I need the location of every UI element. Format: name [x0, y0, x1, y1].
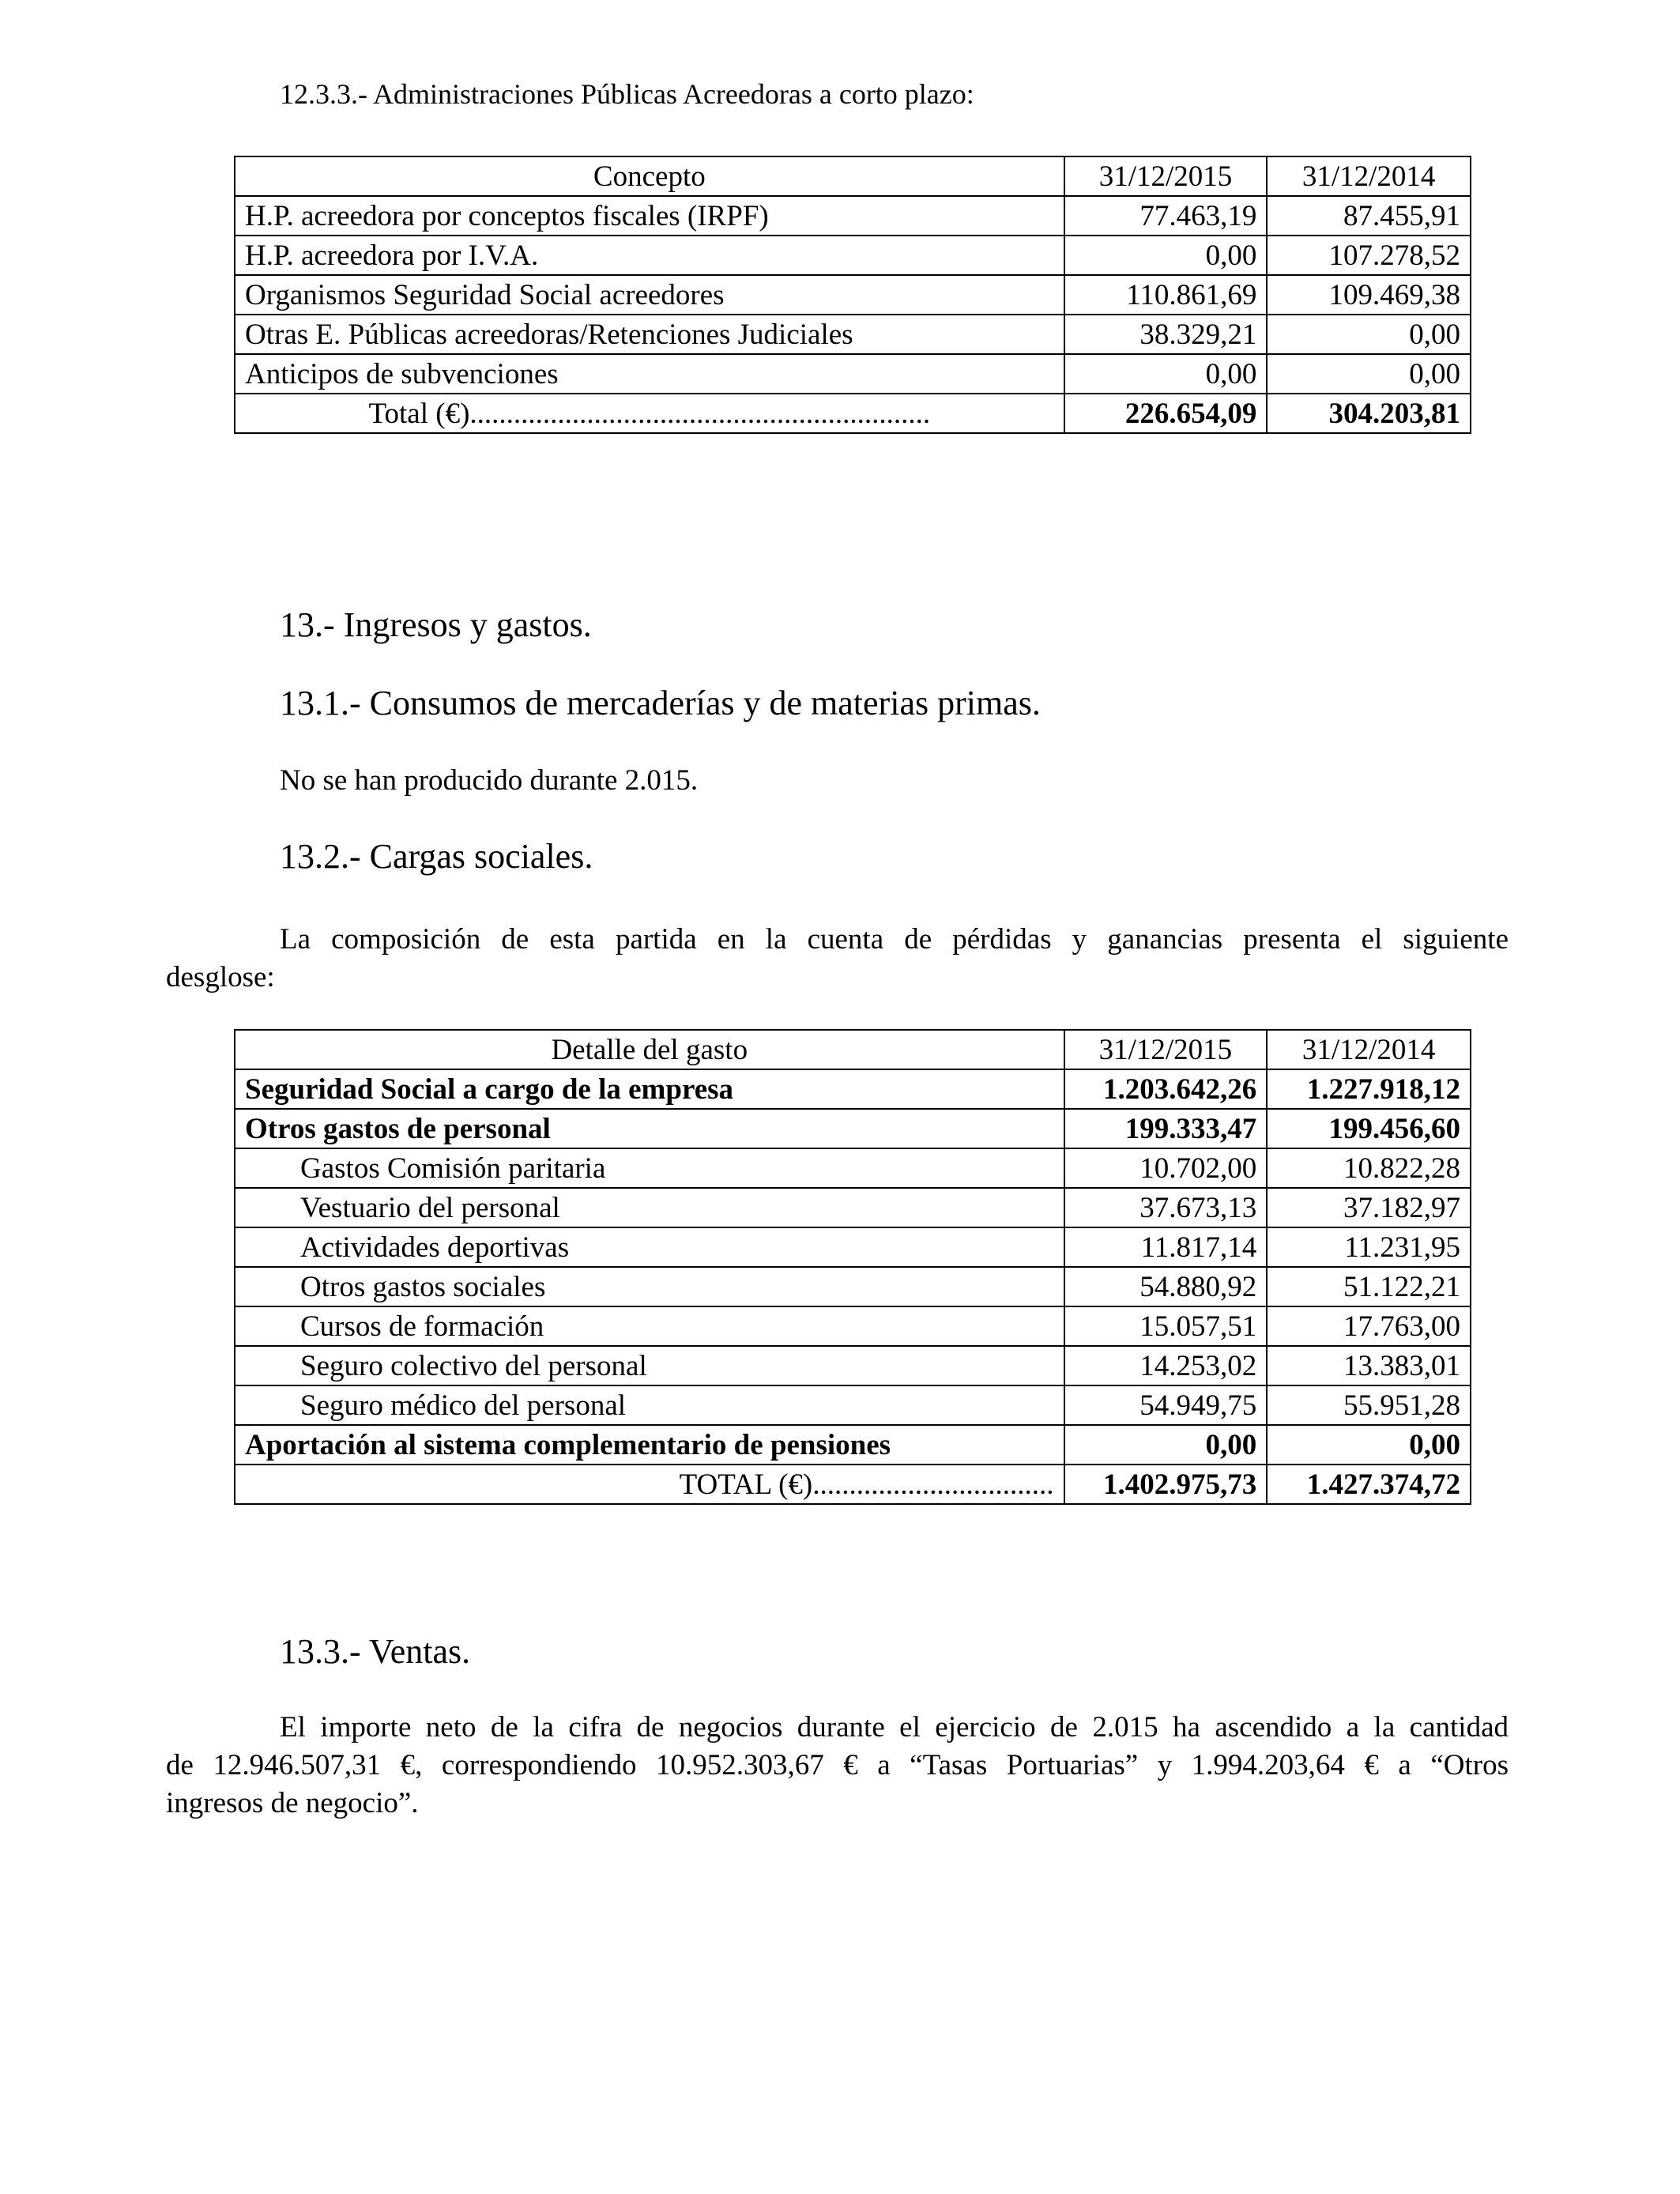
- value-2014: 13.383,01: [1267, 1346, 1471, 1385]
- column-header: Concepto: [235, 156, 1064, 196]
- column-header: 31/12/2014: [1267, 156, 1471, 196]
- value-2014: 1.227.918,12: [1267, 1069, 1471, 1109]
- section-13-3-line3: ingresos de negocio”.: [166, 1787, 419, 1819]
- table-row: [235, 236, 1471, 275]
- row-label: Otros gastos de personal: [235, 1109, 1064, 1148]
- total-2014: 304.203,81: [1267, 394, 1471, 433]
- table-row: [235, 1425, 1471, 1465]
- social-charges-table: [234, 1029, 1471, 1505]
- table-header-row: [235, 156, 1471, 196]
- row-label: Vestuario del personal: [235, 1188, 1064, 1227]
- section-13-heading: 13.- Ingresos y gastos.: [280, 605, 592, 644]
- value-2014: 55.951,28: [1267, 1385, 1471, 1425]
- value-2014: 87.455,91: [1267, 196, 1471, 236]
- table-row: [235, 1385, 1471, 1425]
- value-2014: 10.822,28: [1267, 1148, 1471, 1188]
- total-2014: 1.427.374,72: [1267, 1465, 1471, 1504]
- value-2015: 54.949,75: [1064, 1385, 1268, 1425]
- value-2014: 0,00: [1267, 354, 1471, 394]
- table-row: [235, 1109, 1471, 1148]
- table-row: [235, 1346, 1471, 1385]
- section-13-3-line2: de 12.946.507,31 €, correspondiendo 10.952.303,67 € a “Tasas Portuarias” y 1.994.203,64 € a “Otros: [166, 1749, 1509, 1781]
- value-2015: 0,00: [1064, 236, 1268, 275]
- creditors-table: [234, 156, 1471, 434]
- table-row: [235, 275, 1471, 315]
- row-label: Aportación al sistema complementario de pensiones: [235, 1425, 1064, 1465]
- row-label: Seguridad Social a cargo de la empresa: [235, 1069, 1064, 1109]
- section-13-2-intro-line1: La composición de esta partida en la cuenta de pérdidas y ganancias presenta el siguiente: [280, 923, 1509, 956]
- value-2015: 110.861,69: [1064, 275, 1268, 315]
- value-2015: 14.253,02: [1064, 1346, 1268, 1385]
- table-row: [235, 196, 1471, 236]
- value-2015: 54.880,92: [1064, 1267, 1268, 1306]
- value-2015: 15.057,51: [1064, 1306, 1268, 1346]
- row-label: Gastos Comisión paritaria: [235, 1148, 1064, 1188]
- table-row: [235, 1148, 1471, 1188]
- row-label: H.P. acreedora por conceptos fiscales (IRPF): [235, 196, 1064, 236]
- table-row: [235, 1267, 1471, 1306]
- value-2014: 51.122,21: [1267, 1267, 1471, 1306]
- table-header-row: [235, 1030, 1471, 1069]
- column-header: Detalle del gasto: [235, 1030, 1064, 1069]
- row-label: Otros gastos sociales: [235, 1267, 1064, 1306]
- value-2015: 38.329,21: [1064, 315, 1268, 354]
- value-2015: 10.702,00: [1064, 1148, 1268, 1188]
- total-label: Total (€)...............................................................: [235, 394, 1064, 433]
- column-header: 31/12/2015: [1064, 156, 1268, 196]
- total-2015: 1.402.975,73: [1064, 1465, 1268, 1504]
- value-2015: 0,00: [1064, 354, 1268, 394]
- value-2014: 109.469,38: [1267, 275, 1471, 315]
- section-13-1-text: No se han producido durante 2.015.: [280, 764, 699, 797]
- table-row: [235, 354, 1471, 394]
- section-13-3-line1: El importe neto de la cifra de negocios durante el ejercicio de 2.015 ha ascendido a la cantidad: [280, 1711, 1509, 1744]
- value-2014: 199.456,60: [1267, 1109, 1471, 1148]
- row-label: Cursos de formación: [235, 1306, 1064, 1346]
- section-13-2-intro-line2: desglose:: [166, 961, 275, 993]
- total-row: [235, 394, 1471, 433]
- value-2015: 1.203.642,26: [1064, 1069, 1268, 1109]
- value-2015: 37.673,13: [1064, 1188, 1268, 1227]
- value-2015: 0,00: [1064, 1425, 1268, 1465]
- section-13-1-heading: 13.1.- Consumos de mercaderías y de materias primas.: [280, 684, 1041, 722]
- table-row: [235, 1306, 1471, 1346]
- value-2015: 11.817,14: [1064, 1227, 1268, 1267]
- value-2014: 0,00: [1267, 1425, 1471, 1465]
- section-13-2-heading: 13.2.- Cargas sociales.: [280, 837, 593, 876]
- value-2014: 37.182,97: [1267, 1188, 1471, 1227]
- row-label: Anticipos de subvenciones: [235, 354, 1064, 394]
- value-2015: 77.463,19: [1064, 196, 1268, 236]
- value-2015: 199.333,47: [1064, 1109, 1268, 1148]
- value-2014: 11.231,95: [1267, 1227, 1471, 1267]
- table-row: [235, 1227, 1471, 1267]
- value-2014: 0,00: [1267, 315, 1471, 354]
- total-row: [235, 1465, 1471, 1504]
- value-2014: 17.763,00: [1267, 1306, 1471, 1346]
- section-12-3-3-heading: 12.3.3.- Administraciones Públicas Acreedoras a corto plazo:: [280, 78, 974, 110]
- total-label: TOTAL (€).................................: [235, 1465, 1064, 1504]
- row-label: Organismos Seguridad Social acreedores: [235, 275, 1064, 315]
- value-2014: 107.278,52: [1267, 236, 1471, 275]
- column-header: 31/12/2014: [1267, 1030, 1471, 1069]
- table-row: [235, 1188, 1471, 1227]
- row-label: Seguro médico del personal: [235, 1385, 1064, 1425]
- row-label: Seguro colectivo del personal: [235, 1346, 1064, 1385]
- row-label: Actividades deportivas: [235, 1227, 1064, 1267]
- table-row: [235, 1069, 1471, 1109]
- column-header: 31/12/2015: [1064, 1030, 1268, 1069]
- row-label: H.P. acreedora por I.V.A.: [235, 236, 1064, 275]
- table-row: [235, 315, 1471, 354]
- total-2015: 226.654,09: [1064, 394, 1268, 433]
- row-label: Otras E. Públicas acreedoras/Retenciones Judiciales: [235, 315, 1064, 354]
- section-13-3-heading: 13.3.- Ventas.: [280, 1632, 471, 1671]
